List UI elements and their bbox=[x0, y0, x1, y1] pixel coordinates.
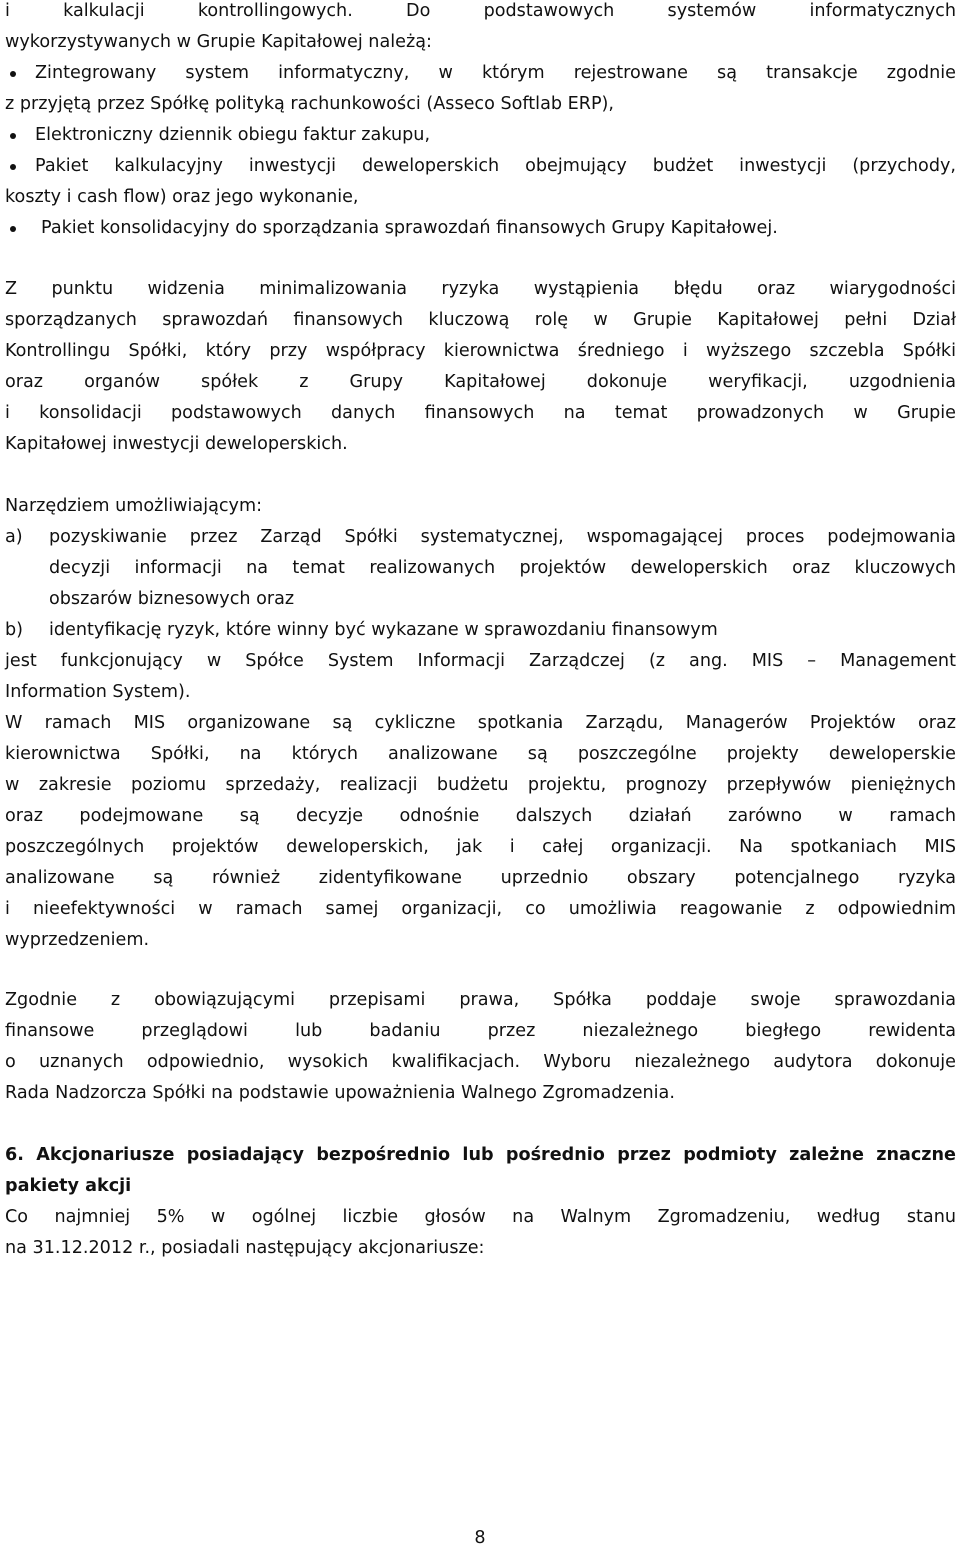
text-line: kierownictwa Spółki, na których analizowane są poszczególne projekty deweloperskie bbox=[5, 744, 956, 764]
bullet-icon bbox=[10, 164, 16, 170]
text-line: w zakresie poziomu sprzedaży, realizacji budżetu projektu, prognozy przepływów pieniężnych bbox=[5, 775, 956, 795]
text-line: koszty i cash flow) oraz jego wykonanie, bbox=[5, 187, 359, 207]
item-label: b) bbox=[5, 620, 24, 640]
text-line: Rada Nadzorcza Spółki na podstawie upoważnienia Walnego Zgromadzenia. bbox=[5, 1083, 675, 1103]
text-line: Z punktu widzenia minimalizowania ryzyka wystąpienia błędu oraz wiarygodności bbox=[5, 279, 956, 299]
text-line: sporządzanych sprawozdań finansowych kluczową rolę w Grupie Kapitałowej pełni Dział bbox=[5, 310, 956, 330]
text-line: Kapitałowej inwestycji deweloperskich. bbox=[5, 434, 348, 454]
bullet-icon bbox=[10, 226, 16, 232]
text-line: obszarów biznesowych oraz bbox=[49, 589, 295, 609]
audit-paragraph bbox=[5, 985, 956, 1109]
text-line: wykorzystywanych w Grupie Kapitałowej należą: bbox=[5, 32, 432, 52]
tool-intro bbox=[5, 491, 956, 522]
text-line: wyprzedzeniem. bbox=[5, 930, 150, 950]
text-line: z przyjętą przez Spółkę polityką rachunkowości (Asseco Softlab ERP), bbox=[5, 94, 615, 114]
text-line: W ramach MIS organizowane są cykliczne spotkania Zarządu, Managerów Projektów oraz bbox=[5, 713, 956, 733]
text-line: poszczególnych projektów deweloperskich, jak i całej organizacji. Na spotkaniach MIS bbox=[5, 837, 956, 857]
text-line: oraz podejmowane są decyzje odnośnie dalszych działań zarówno w ramach bbox=[5, 806, 956, 826]
item-label: a) bbox=[5, 527, 23, 547]
text-line: Information System). bbox=[5, 682, 191, 702]
list-item-b bbox=[5, 615, 956, 646]
text-line: decyzji informacji na temat realizowanych projektów deweloperskich oraz kluczowych bbox=[49, 558, 956, 578]
text-line: i konsolidacji podstawowych danych finansowych na temat prowadzonych w Grupie bbox=[5, 403, 956, 423]
text-line: Narzędziem umożliwiającym: bbox=[5, 496, 263, 516]
risk-paragraph bbox=[5, 274, 956, 460]
page-number: 8 bbox=[474, 1528, 486, 1548]
item-body bbox=[49, 522, 956, 615]
text-line: identyfikację ryzyk, które winny być wykazane w sprawozdaniu finansowym bbox=[49, 620, 718, 640]
text-line: Pakiet konsolidacyjny do sporządzania sprawozdań finansowych Grupy Kapitałowej. bbox=[41, 218, 778, 238]
heading-line: pakiety akcji bbox=[5, 1176, 132, 1196]
text-line: o uznanych odpowiednio, wysokich kwalifikacjach. Wyboru niezależnego audytora dokonuje bbox=[5, 1052, 956, 1072]
heading-line: 6. Akcjonariusze posiadający bezpośrednio lub pośrednio przez podmioty zależne znaczne bbox=[5, 1145, 956, 1165]
text-line: Zgodnie z obowiązującymi przepisami prawa, Spółka poddaje swoje sprawozdania bbox=[5, 990, 956, 1010]
text-line: oraz organów spółek z Grupy Kapitałowej dokonuje weryfikacji, uzgodnienia bbox=[5, 372, 956, 392]
mis-paragraph bbox=[5, 646, 956, 956]
item-body bbox=[49, 615, 956, 646]
text-line: Elektroniczny dziennik obiegu faktur zakupu, bbox=[35, 125, 431, 145]
text-line: na 31.12.2012 r., posiadali następujący akcjonariusze: bbox=[5, 1238, 485, 1258]
section-body bbox=[5, 1202, 956, 1264]
text-line: analizowane są również zidentyfikowane uprzednio obszary potencjalnego ryzyka bbox=[5, 868, 956, 888]
text-line: pozyskiwanie przez Zarząd Spółki systematycznej, wspomagającej proces podejmowania bbox=[49, 527, 956, 547]
text-line: Kontrollingu Spółki, który przy współpracy kierownictwa średniego i wyższego szczebla Spółki bbox=[5, 341, 956, 361]
bullet-icon bbox=[10, 71, 16, 77]
text-line: Pakiet kalkulacyjny inwestycji deweloperskich obejmujący budżet inwestycji (przychody, bbox=[35, 156, 956, 176]
list-item-a bbox=[5, 522, 956, 615]
text-line: i nieefektywności w ramach samej organizacji, co umożliwia reagowanie z odpowiednim bbox=[5, 899, 956, 919]
intro-paragraph bbox=[5, 0, 956, 58]
text-line: Zintegrowany system informatyczny, w którym rejestrowane są transakcje zgodnie bbox=[35, 63, 956, 83]
text-line: finansowe przeglądowi lub badaniu przez niezależnego biegłego rewidenta bbox=[5, 1021, 956, 1041]
text-line: i kalkulacji kontrollingowych. Do podstawowych systemów informatycznych bbox=[5, 1, 956, 21]
text-line: jest funkcjonujący w Spółce System Informacji Zarządczej (z ang. MIS – Management bbox=[5, 651, 956, 671]
bullet-icon bbox=[10, 133, 16, 139]
section-heading bbox=[5, 1140, 956, 1202]
text-line: Co najmniej 5% w ogólnej liczbie głosów na Walnym Zgromadzeniu, według stanu bbox=[5, 1207, 956, 1227]
